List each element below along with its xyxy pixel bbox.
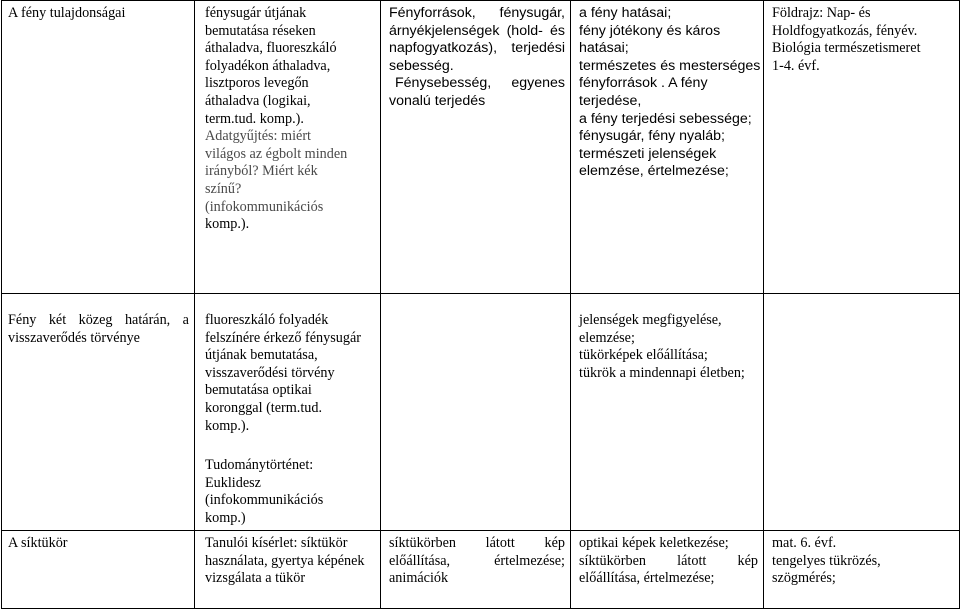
requirement-line: fényforrások . A fény <box>579 75 708 92</box>
concept-line: vonalú terjedés <box>389 92 486 109</box>
requirements-cell <box>571 1 764 294</box>
activity-line: term.tud. komp.). <box>205 110 304 127</box>
concept-line: Fényforrások, fénysugár, <box>389 5 565 21</box>
activity-line: folyadékon áthaladva, <box>205 57 331 74</box>
requirement-line: optikai képek keletkezése; <box>579 535 729 551</box>
concepts-cell <box>381 1 571 294</box>
requirement-line: jelenségek megfigyelése, <box>579 312 722 328</box>
requirement-line: elemzése, értelmezése; <box>579 163 729 180</box>
requirement-line: fénysugár, fény nyaláb; <box>579 128 725 145</box>
requirement-line: természetes és mesterséges <box>579 57 761 74</box>
topic-text: visszaverődés törvénye <box>8 329 140 346</box>
connection-line: Holdfogyatkozás, fényév. <box>772 22 918 39</box>
connection-line: tengelyes tükrözés, <box>772 552 881 569</box>
connection-line: Földrajz: Nap- és <box>772 5 871 21</box>
requirement-line: a fény terjedési sebessége; <box>579 110 752 127</box>
activity-line: bemutatása réseken <box>205 22 316 39</box>
requirement-line: fény jótékony és káros <box>579 22 721 39</box>
concept-line: Fénysebesség, egyenes <box>395 75 565 92</box>
concept-line: napfogyatkozás), terjedési <box>389 40 565 57</box>
connection-line: Biológia természetismeret <box>772 40 921 57</box>
activity-line: fluoreszkáló folyadék <box>205 312 329 328</box>
activity-line: (infokommunikációs <box>205 492 324 509</box>
activity-line: áthaladva, fluoreszkáló <box>205 40 337 57</box>
activity-line: vizsgálata a tükör <box>205 570 306 587</box>
concept-line: sebesség. <box>389 57 454 74</box>
connection-line: 1-4. évf. <box>772 57 820 74</box>
topic-text: Fény két közeg határán, a <box>8 312 189 328</box>
concept-line: animációk <box>389 570 449 587</box>
concepts-cell <box>381 531 571 609</box>
spacer <box>205 435 375 457</box>
table-row <box>2 531 960 609</box>
connections-cell <box>764 294 960 531</box>
activity-line: Adatgyűjtés: miért <box>205 128 311 145</box>
activity-line: koronggal (term.tud. <box>205 399 323 416</box>
requirement-line: elemzése; <box>579 329 635 346</box>
concept-line: árnyékjelenségek (hold- és <box>389 22 565 39</box>
activity-line: komp.). <box>205 417 250 434</box>
activity-line: komp.) <box>205 509 246 526</box>
activity-cell <box>195 531 381 609</box>
requirement-line: a fény hatásai; <box>579 5 672 21</box>
table-row <box>2 1 960 294</box>
requirements-cell <box>571 531 764 609</box>
topic-cell <box>2 531 195 609</box>
activity-line: bemutatása optikai <box>205 382 312 399</box>
activity-line: áthaladva (logikai, <box>205 92 311 109</box>
activity-line: fénysugár útjának <box>205 5 307 21</box>
activity-line: használata, gyertya képének <box>205 552 365 569</box>
requirement-line: terjedése, <box>579 92 642 109</box>
activity-line: irányból? Miért kék <box>205 163 318 180</box>
concept-line: előállítása, értelmezése; <box>389 552 565 569</box>
table-row <box>2 294 960 531</box>
topic-cell <box>2 294 195 531</box>
requirement-line: tükörképek előállítása; <box>579 347 708 364</box>
topic-text: A síktükör <box>8 535 68 551</box>
requirement-line: síktükörben látott kép <box>579 552 758 569</box>
activity-line: felszínére érkező fénysugár <box>205 329 361 346</box>
connection-line: szögmérés; <box>772 570 836 587</box>
requirement-line: természeti jelenségek <box>579 145 717 162</box>
activity-line: útjának bemutatása, <box>205 347 318 364</box>
activity-line: lisztporos levegőn <box>205 75 309 92</box>
connections-cell <box>764 1 960 294</box>
requirement-line: előállítása, értelmezése; <box>579 570 715 587</box>
activity-line: Tanulói kísérlet: síktükör <box>205 535 348 551</box>
activity-line: színű? <box>205 180 242 197</box>
activity-line: Euklidesz <box>205 474 261 491</box>
activity-line: (infokommunikációs <box>205 198 324 215</box>
activity-cell <box>195 294 381 531</box>
requirement-line: hatásai; <box>579 40 629 57</box>
activity-line: visszaverődési törvény <box>205 364 335 381</box>
activity-line: komp.). <box>205 216 250 233</box>
activity-cell <box>195 1 381 294</box>
requirement-line: tükrök a mindennapi életben; <box>579 364 745 381</box>
concept-line: síktükörben látott kép <box>389 535 565 551</box>
topic-text: A fény tulajdonságai <box>8 5 126 21</box>
requirements-cell <box>571 294 764 531</box>
curriculum-table <box>1 0 960 609</box>
activity-line: Tudománytörténet: <box>205 457 314 474</box>
concepts-cell <box>381 294 571 531</box>
topic-cell <box>2 1 195 294</box>
connection-line: mat. 6. évf. <box>772 535 837 551</box>
activity-line: világos az égbolt minden <box>205 145 348 162</box>
connections-cell <box>764 531 960 609</box>
